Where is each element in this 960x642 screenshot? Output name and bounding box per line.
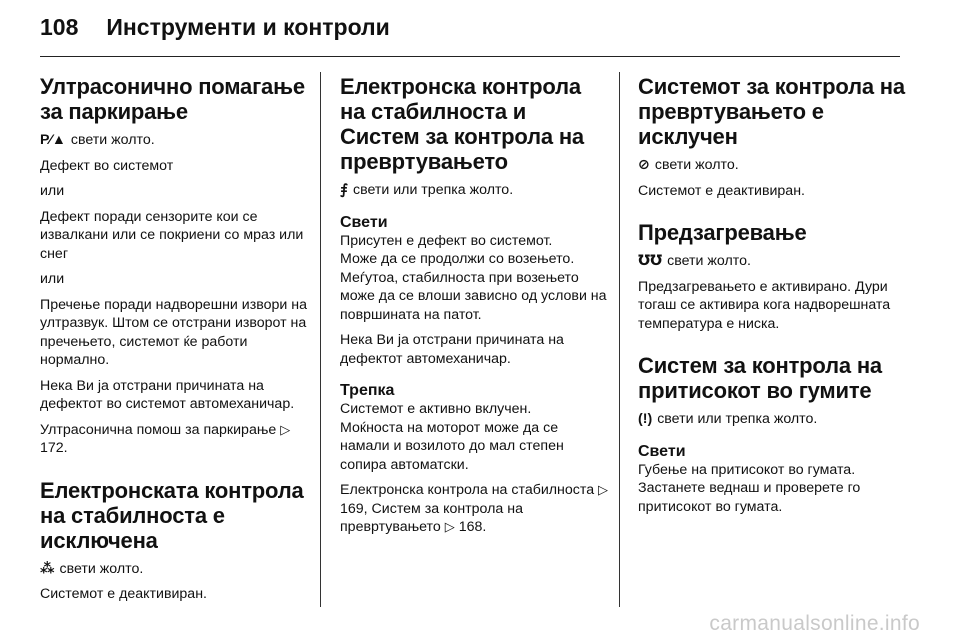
section-title-stability-off: Електронската контрола на стабилноста е исключена [40,477,304,553]
paragraph: Може да се продолжи со возењето. Меѓутоа, стабилноста при возењето може да се влоши зависно од услови на површината на патот. [340,251,607,323]
page-reference-link[interactable]: 169, Систем за контрола на превртувањето [340,500,523,535]
paragraph: Системот е деактивиран. [638,182,805,199]
page-number: 108 [40,14,79,40]
page-reference-link[interactable]: 172. [40,440,68,456]
column-1 [40,74,308,611]
subheading-lit: Свети [340,213,388,231]
status-text: свети жолто. [70,132,155,148]
stability-control-icon: ⨎ [340,182,348,198]
subheading-lit: Свети [638,442,686,460]
paragraph: или [40,271,65,287]
preheat-glow-plug-icon: ℧℧ [638,253,663,269]
traction-off-icon: ⊘ [638,157,650,173]
section-title-stability-control: Електронска контрола на стабилноста и Систем за контрола на превртувањето [340,74,584,174]
paragraph: Нека Ви ја отстрани причината на дефектот во системот автомеханичар. [40,377,295,412]
paragraph: Нека Ви ја отстрани причината на дефектот автомеханичар. [340,332,564,367]
status-text: свети жолто. [59,560,144,577]
column-divider [619,72,620,607]
column-divider [320,72,321,607]
paragraph: Моќноста на моторот може да се намали и возилото до мал степен сопира автоматски. [340,419,564,473]
column-3 [638,74,910,523]
paragraph: Системот е активно вклучен. [340,401,532,417]
paragraph: Ултрасонична помош за паркирање [40,421,277,438]
paragraph: Дефект поради сензорите кои се извалкани или се покриени со мраз или снег [40,208,304,262]
page-reference-link[interactable]: 168. [458,519,487,535]
paragraph: Присутен е дефект во системот. [340,232,553,249]
status-text: свети или трепка жолто. [352,182,514,198]
section-title-traction-off: Системот за контрола на превртувањето е исклучен [638,74,905,149]
status-text: свети жолто. [667,253,751,269]
section-title-parking-assist: Ултрасонично помагање за паркирање [40,74,305,124]
status-text: свети или трепка жолто. [657,411,818,427]
paragraph: или [40,183,65,199]
stability-off-icon: ⁂ [40,560,55,577]
column-2 [340,74,610,544]
paragraph: Пречење поради надворешни извори на ултразвук. Штом се отстрани изворот на пречењето, системот ќе работи нормално. [40,296,307,368]
tire-pressure-icon: (!) [638,411,653,427]
reference-arrow-icon: ▷ [598,482,609,497]
paragraph: Системот е деактивиран. [40,586,207,602]
section-title-tire-pressure: Систем за контрола на притисокот во гумите [638,353,882,403]
paragraph: Губење на притисокот во гумата. Застанете веднаш и проверете го притисокот во гумата. [638,461,861,515]
status-text: свети жолто. [654,157,739,173]
section-title-preheat: Предзагревање [638,220,807,245]
paragraph: Електронска контрола на стабилноста [340,482,595,498]
running-title: Инструменти и контроли [106,14,390,40]
reference-arrow-icon: ▷ [280,421,291,437]
header-rule [40,56,900,57]
parking-assist-icon: P⁄▲ [40,132,66,148]
paragraph: Дефект во системот [40,157,174,174]
reference-arrow-icon: ▷ [444,519,455,534]
paragraph: Предзагревањето е активирано. Дури тогаш се активира кога надворешната температура е ниска. [638,278,891,332]
watermark: carmanualsonline.info [709,612,920,635]
subheading-flash: Трепка [340,382,395,399]
page-header [40,14,390,48]
